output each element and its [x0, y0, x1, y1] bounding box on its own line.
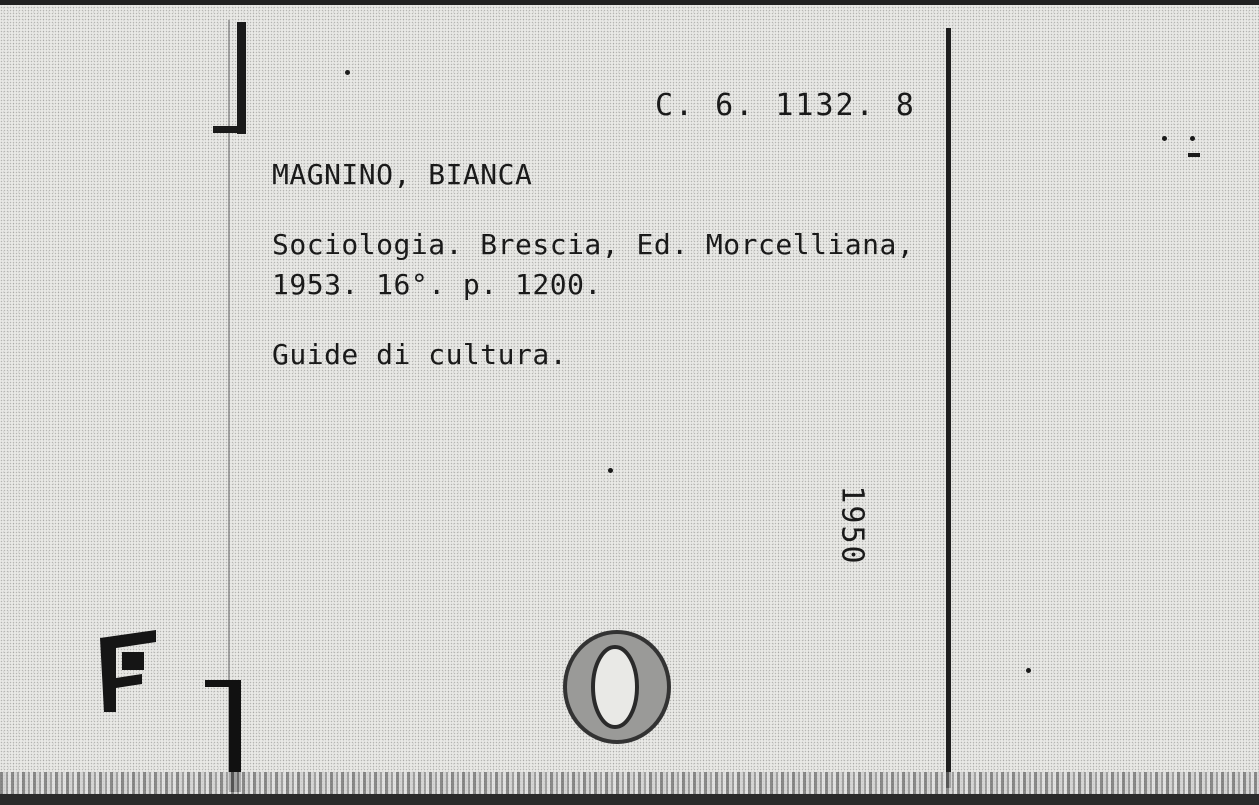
top-bracket-vertical [237, 22, 246, 134]
speck [1190, 136, 1195, 141]
right-card-edge [946, 28, 951, 788]
speck [1026, 668, 1031, 673]
bottom-bracket-horizontal [205, 680, 241, 687]
punch-hole-icon [560, 628, 675, 746]
title-imprint-line-2: 1953. 16°. p. 1200. [272, 268, 602, 301]
top-edge-line [0, 0, 1259, 5]
series-note: Guide di cultura. [272, 338, 568, 371]
left-card-edge [228, 20, 230, 790]
speck [608, 468, 613, 473]
mark-dash [1188, 153, 1200, 157]
author-heading: MAGNINO, BIANCA [272, 158, 533, 191]
bottom-edge-line [0, 794, 1259, 805]
title-imprint-line-1: Sociologia. Brescia, Ed. Morcelliana, [272, 228, 915, 261]
call-number: C. 6. 1132. 8 [655, 88, 916, 123]
top-bracket-horizontal [213, 126, 246, 133]
speck [345, 70, 350, 75]
corner-mark-icon [98, 628, 160, 714]
speck [1162, 136, 1167, 141]
rotated-year-stamp: 1950 [834, 485, 870, 566]
